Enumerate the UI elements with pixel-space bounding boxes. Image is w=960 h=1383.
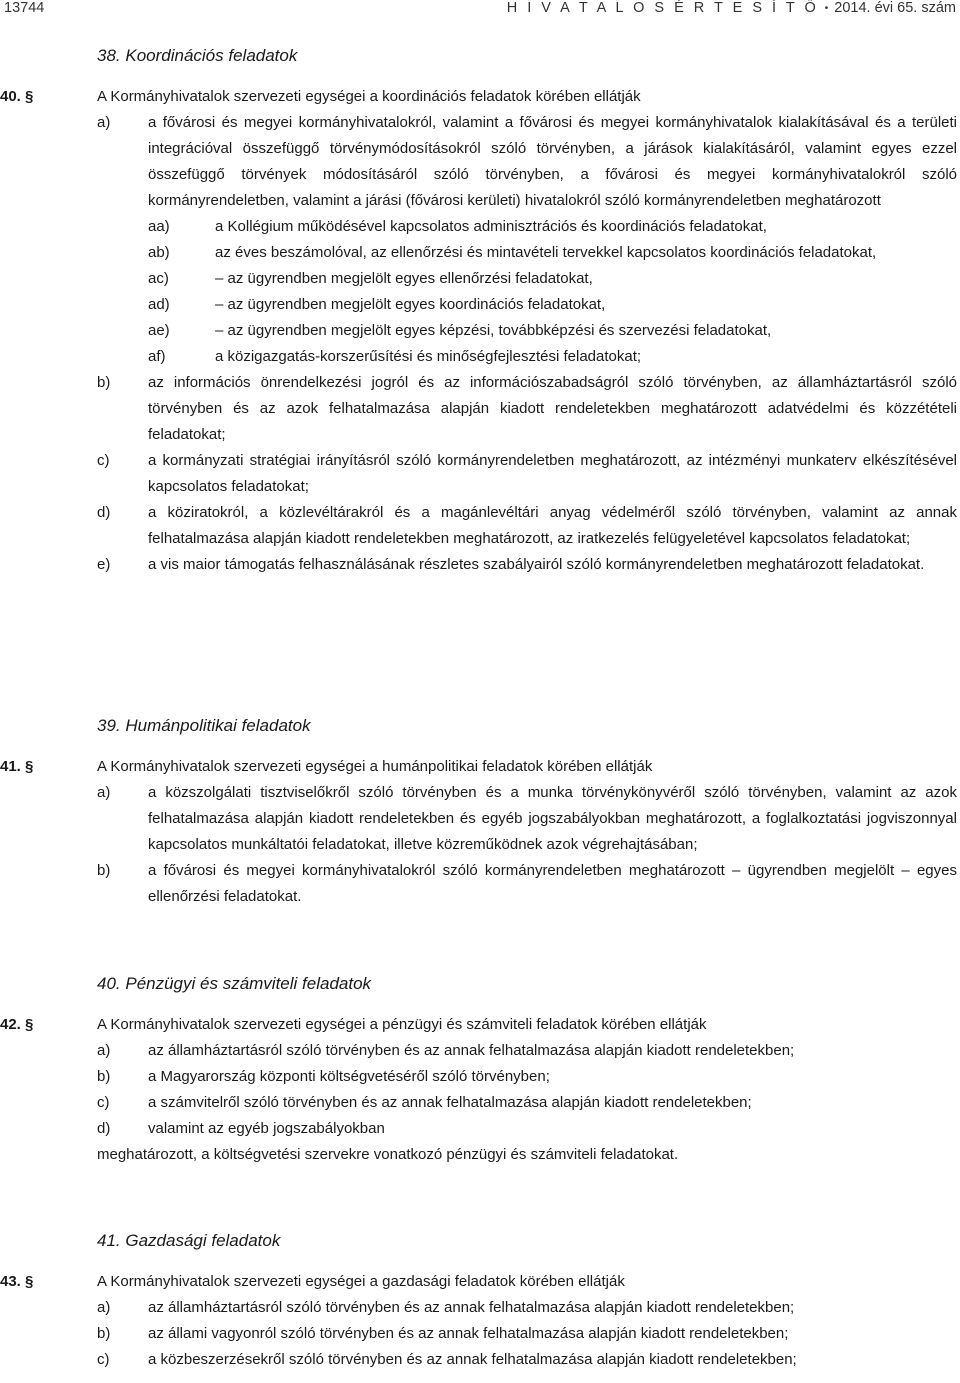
- item-text: a közbeszerzésekről szóló törvényben és az annak felhatalmazása alapján kiadott rendeletekben;: [148, 1351, 797, 1368]
- item-label: b): [97, 1325, 111, 1342]
- section-title: 40. Pénzügyi és számviteli feladatok: [97, 974, 372, 993]
- item-label: b): [97, 1068, 111, 1085]
- section-title: 38. Koordinációs feladatok: [97, 46, 298, 65]
- subitem-label: aa): [148, 218, 170, 235]
- item-text: a Magyarország központi költségvetéséről szóló törvényben;: [148, 1068, 550, 1085]
- item-label: e): [97, 556, 111, 573]
- list-item: [97, 780, 957, 858]
- paragraph-41: [0, 754, 957, 910]
- item-text: a számvitelről szóló törvényben és az annak felhatalmazása alapján kiadott rendeletekben;: [148, 1094, 752, 1111]
- list-item: [97, 1064, 957, 1090]
- item-label: d): [97, 504, 111, 521]
- item-text: a köziratokról, a közlevéltárakról és a magánlevéltári anyag védelméről szóló törvényben, valamint az annak felhatalmazása alapján kiadott rendeletekben meghatározott, az iratkezelés felügyeletével kapcsolatos feladatokat;: [148, 504, 957, 547]
- item-text: az államháztartásról szóló törvényben és az annak felhatalmazása alapján kiadott rendeletekben;: [148, 1299, 795, 1316]
- item-text: valamint az egyéb jogszabályokban: [148, 1120, 385, 1137]
- subitem-label: ac): [148, 270, 169, 287]
- section-40: [0, 971, 957, 1168]
- item-label: c): [97, 452, 110, 469]
- item-label: c): [97, 1351, 110, 1368]
- running-header: [507, 0, 956, 16]
- section-title: 39. Humánpolitikai feladatok: [97, 716, 311, 735]
- list-item: [97, 110, 957, 214]
- item-text: a vis maior támogatás felhasználásának részletes szabályairól szóló kormányrendeletben meghatározott feladatokat.: [148, 556, 925, 573]
- list-subitem: [97, 266, 957, 292]
- subitem-text: – az ügyrendben megjelölt egyes képzési, továbbképzési és szervezési feladatokat,: [215, 322, 771, 339]
- subitem-label: ad): [148, 296, 170, 313]
- subitem-text: – az ügyrendben megjelölt egyes koordinációs feladatokat,: [215, 296, 605, 313]
- subitem-text: – az ügyrendben megjelölt egyes ellenőrzési feladatokat,: [215, 270, 593, 287]
- issue-number: 2014. évi 65. szám: [834, 0, 956, 16]
- paragraph-intro: A Kormányhivatalok szervezeti egységei a koordinációs feladatok körében ellátják: [97, 88, 641, 105]
- list-item: [97, 1321, 957, 1347]
- paragraph-number: 41. §: [0, 758, 34, 775]
- paragraph-number: 43. §: [0, 1273, 34, 1290]
- list-item: [97, 1295, 957, 1321]
- list-item: [97, 1038, 957, 1064]
- item-text: az információs önrendelkezési jogról és az információszabadságról szóló törvényben, az államháztartásról szóló törvényben és az azok felhatalmazása alapján kiadott rendeletekben meghatározott adatvédelmi és közzétételi feladatokat;: [148, 374, 957, 443]
- paragraph-number: 40. §: [0, 88, 34, 105]
- item-label: a): [97, 784, 111, 801]
- list-item: [97, 858, 957, 910]
- list-item: [97, 1347, 957, 1373]
- list-item: [97, 500, 957, 552]
- subitem-label: ab): [148, 244, 170, 261]
- item-label: d): [97, 1120, 111, 1137]
- item-text: az állami vagyonról szóló törvényben és az annak felhatalmazása alapján kiadott rendeletekben;: [148, 1325, 789, 1342]
- section-39: [0, 713, 957, 910]
- item-label: a): [97, 1042, 111, 1059]
- list-item: [97, 448, 957, 500]
- list-item: [97, 552, 957, 578]
- item-text: az államháztartásról szóló törvényben és az annak felhatalmazása alapján kiadott rendeletekben;: [148, 1042, 795, 1059]
- item-text: a közszolgálati tisztviselőkről szóló törvényben és a munka törvénykönyvéről szóló törvényben, valamint az azok felhatalmazása alapján kiadott rendeletekben és egyéb jogszabályokban meghatározott, a foglalkoztatási jogviszonnyal kapcsolatos munkáltatói feladatokat, illetve közreműködnek azok végrehajtásában;: [148, 784, 957, 853]
- paragraph-42: [0, 1012, 957, 1168]
- paragraph-intro: A Kormányhivatalok szervezeti egységei a pénzügyi és számviteli feladatok körében ellátják: [97, 1016, 707, 1033]
- list-item: [97, 1090, 957, 1116]
- header-bullet: •: [824, 3, 829, 14]
- list-subitem: [97, 344, 957, 370]
- list-item: [97, 1116, 957, 1142]
- item-text: a fővárosi és megyei kormányhivatalokról, valamint a fővárosi és megyei kormányhivatalok kialakításával és a területi integrációval összefüggő törvénymódosításokról szóló törvényben, a járások kialakításáról, valamint egyes ezzel összefüggő törvények módosításáról szóló törvényben, a fővárosi és megyei kormányhivatalokról szóló kormányrendeletben, valamint a járási (fővárosi kerületi) hivatalokról szóló kormányrendeletben meghatározott: [148, 114, 957, 209]
- item-label: c): [97, 1094, 110, 1111]
- section-title: 41. Gazdasági feladatok: [97, 1231, 281, 1250]
- subitem-text: az éves beszámolóval, az ellenőrzési és mintavételi tervekkel kapcsolatos koordinációs feladatokat,: [215, 244, 877, 261]
- paragraph-number: 42. §: [0, 1016, 34, 1033]
- list-subitem: [97, 214, 957, 240]
- subitem-text: a Kollégium működésével kapcsolatos adminisztrációs és koordinációs feladatokat,: [215, 218, 767, 235]
- paragraph-intro: A Kormányhivatalok szervezeti egységei a humánpolitikai feladatok körében ellátják: [97, 758, 653, 775]
- paragraph-intro: A Kormányhivatalok szervezeti egységei a gazdasági feladatok körében ellátják: [97, 1273, 625, 1290]
- section-38: [0, 43, 957, 578]
- list-subitem: [97, 292, 957, 318]
- list-item: [97, 370, 957, 448]
- publication-name: H I V A T A L O S É R T E S Í T Ő: [506, 0, 819, 16]
- subitem-label: af): [148, 348, 166, 365]
- item-text: a kormányzati stratégiai irányításról szóló kormányrendeletben meghatározott, az intézményi munkaterv elkészítésével kapcsolatos feladatokat;: [148, 452, 957, 495]
- subitem-label: ae): [148, 322, 170, 339]
- item-text: a fővárosi és megyei kormányhivatalokról szóló kormányrendeletben meghatározott – ügyrendben megjelölt – egyes ellenőrzési feladatokat.: [148, 862, 957, 905]
- item-label: a): [97, 1299, 111, 1316]
- page-number: 13744: [4, 0, 45, 16]
- subitem-text: a közigazgatás-korszerűsítési és minőségfejlesztési feladatokat;: [215, 348, 642, 365]
- list-subitem: [97, 240, 957, 266]
- paragraph-40: [0, 84, 957, 578]
- paragraph-closing: meghatározott, a költségvetési szervekre vonatkozó pénzügyi és számviteli feladatokat.: [97, 1146, 679, 1163]
- paragraph-43: [0, 1269, 957, 1373]
- list-subitem: [97, 318, 957, 344]
- item-label: b): [97, 862, 111, 879]
- item-label: a): [97, 114, 111, 131]
- item-label: b): [97, 374, 111, 391]
- section-41: [0, 1228, 957, 1373]
